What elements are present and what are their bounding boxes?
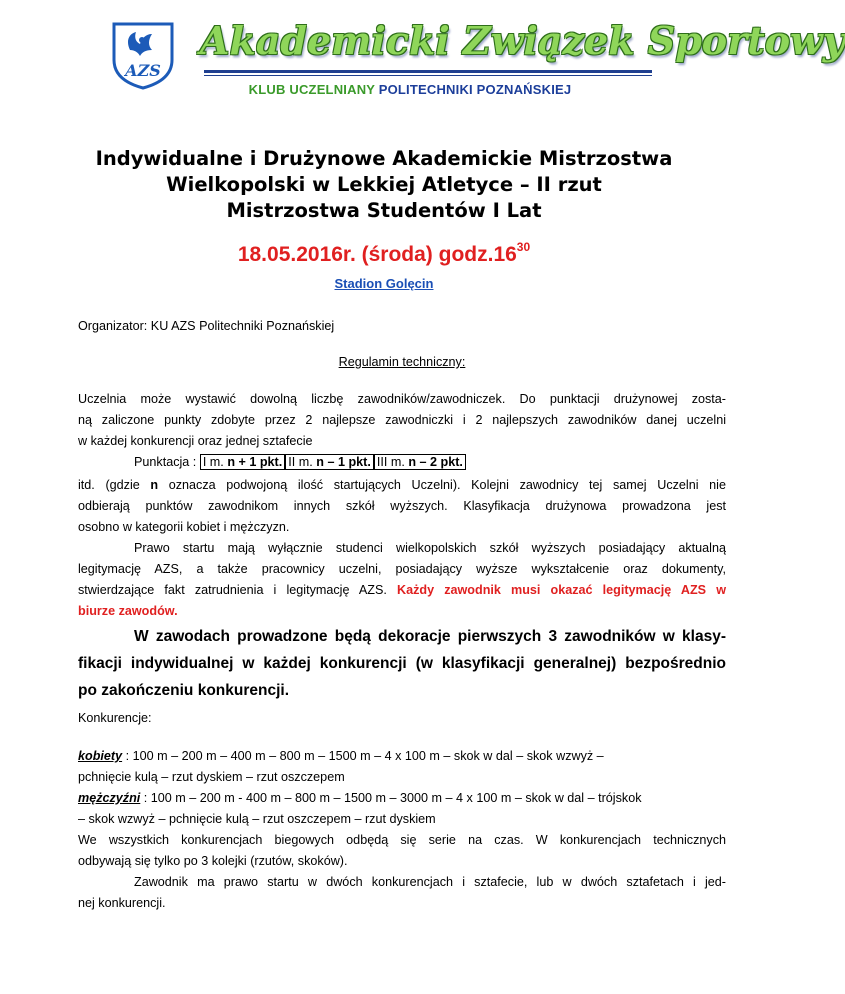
rules-p2-line3: osobno w kategorii kobiet i mężczyzn. xyxy=(78,520,290,534)
title-line-3: Mistrzostwa Studentów I Lat xyxy=(226,199,542,222)
konkurencje-label: Konkurencje: xyxy=(78,711,152,725)
rules-p1-line1: Uczelnia może wystawić dowolną liczbę zawodników/zawodniczek. Do punktacji drużynowej zosta- xyxy=(78,392,726,406)
punktacja-line xyxy=(134,452,724,473)
rules-p1-line2: ną zaliczone punkty zdobyte przez 2 najlepsze zawodniczki i 2 najlepszych zawodników danej uczelni xyxy=(78,413,726,427)
decoration-note-line3: po zakończeniu konkurencji. xyxy=(78,682,290,699)
decoration-note-line1: W zawodach prowadzone będą dekoracje pierwszych 3 zawodników w klasy- xyxy=(134,628,726,645)
rules-p3-line1: Prawo startu mają wyłącznie studenci wielkopolskich szkół wyższych posiadający aktualną xyxy=(134,541,726,555)
rules-p6-line1: Zawodnik ma prawo startu w dwóch konkurencjach i sztafecie, lub w dwóch sztafetach i jed- xyxy=(134,875,726,889)
rules-p2-line1: itd. (gdzie n oznacza podwojoną ilość startujących Uczelni). Kolejni zawodnicy tej samej Uczelni nie xyxy=(78,478,726,492)
event-date-main: 18.05.2016r. (środa) godz.16 xyxy=(237,243,517,266)
punktacja-second-place: II m. n – 1 pkt. xyxy=(285,454,374,470)
regulamin-heading: Regulamin techniczny: xyxy=(338,355,466,369)
rules-p3-line4: biurze zawodów. xyxy=(78,604,178,618)
azs-logo-icon xyxy=(108,20,178,90)
title-line-1: Indywidualne i Drużynowe Akademickie Mistrzostwa xyxy=(95,147,673,170)
brand-subtitle-part2: POLITECHNIKI POZNAŃSKIEJ xyxy=(378,82,572,97)
kobiety-label: kobiety xyxy=(78,749,123,763)
brand-underline-thin xyxy=(204,75,652,76)
rules-p2-line2: odbierają punktów zawodnikom innych szkół wyższych. Klasyfikacja drużynowa prowadzona jest xyxy=(78,499,726,513)
brand-subtitle xyxy=(200,82,620,97)
punktacja-first-place: I m. n + 1 pkt. xyxy=(200,454,285,470)
kobiety-line2: pchnięcie kulą – rzut dyskiem – rzut oszczepem xyxy=(78,770,345,784)
kobiety-line1: kobiety : 100 m – 200 m – 400 m – 800 m – 1500 m – 4 x 100 m – skok w dal – skok wzwyż – xyxy=(78,749,604,763)
title-line-2: Wielkopolski w Lekkiej Atletyce – II rzut xyxy=(166,173,602,196)
brand-underline xyxy=(204,70,652,73)
mezczyzni-line1: mężczyźni : 100 m – 200 m - 400 m – 800 m – 1500 m – 3000 m – 4 x 100 m – skok w dal – trójskok xyxy=(78,791,642,805)
mezczyzni-label: mężczyźni xyxy=(78,791,141,805)
rules-p3-line2: legitymację AZS, a także pracownicy uczelni, posiadający wyższe wykształcenie oraz dokumenty, xyxy=(78,562,726,576)
decoration-note-line2: fikacji indywidualnej w każdej konkurencji (w klasyfikacji generalnej) bezpośrednio xyxy=(78,655,726,672)
svg-text:AZS: AZS xyxy=(125,61,161,80)
brand-subtitle-part1: KLUB UCZELNIANY xyxy=(248,82,379,97)
event-date xyxy=(40,242,728,267)
event-time-minutes: 30 xyxy=(516,240,531,254)
brand-title: Akademicki Związek Sportowy xyxy=(200,18,845,63)
venue-link[interactable]: Stadion Golęcin xyxy=(334,276,434,291)
rules-p3-line3: stwierdzające fakt zatrudnienia i legitymację AZS. Każdy zawodnik musi okazać legitymację AZS w xyxy=(78,583,726,597)
organizer: Organizator: KU AZS Politechniki Poznańskiej xyxy=(78,319,335,333)
rules-p1-line3: w każdej konkurencji oraz jednej sztafecie xyxy=(78,434,313,448)
rules-p5-line2: odbywają się tylko po 3 kolejki (rzutów, skoków). xyxy=(78,854,348,868)
punktacja-third-place: III m. n – 2 pkt. xyxy=(374,454,466,470)
mezczyzni-line2: – skok wzwyż – pchnięcie kulą – rzut oszczepem – rzut dyskiem xyxy=(78,812,436,826)
punktacja-label: Punktacja : xyxy=(134,455,200,469)
rules-p6-line2: nej konkurencji. xyxy=(78,896,166,910)
rules-p5-line1: We wszystkich konkurencjach biegowych odbędą się serie na czas. W konkurencjach technicznych xyxy=(78,833,726,847)
